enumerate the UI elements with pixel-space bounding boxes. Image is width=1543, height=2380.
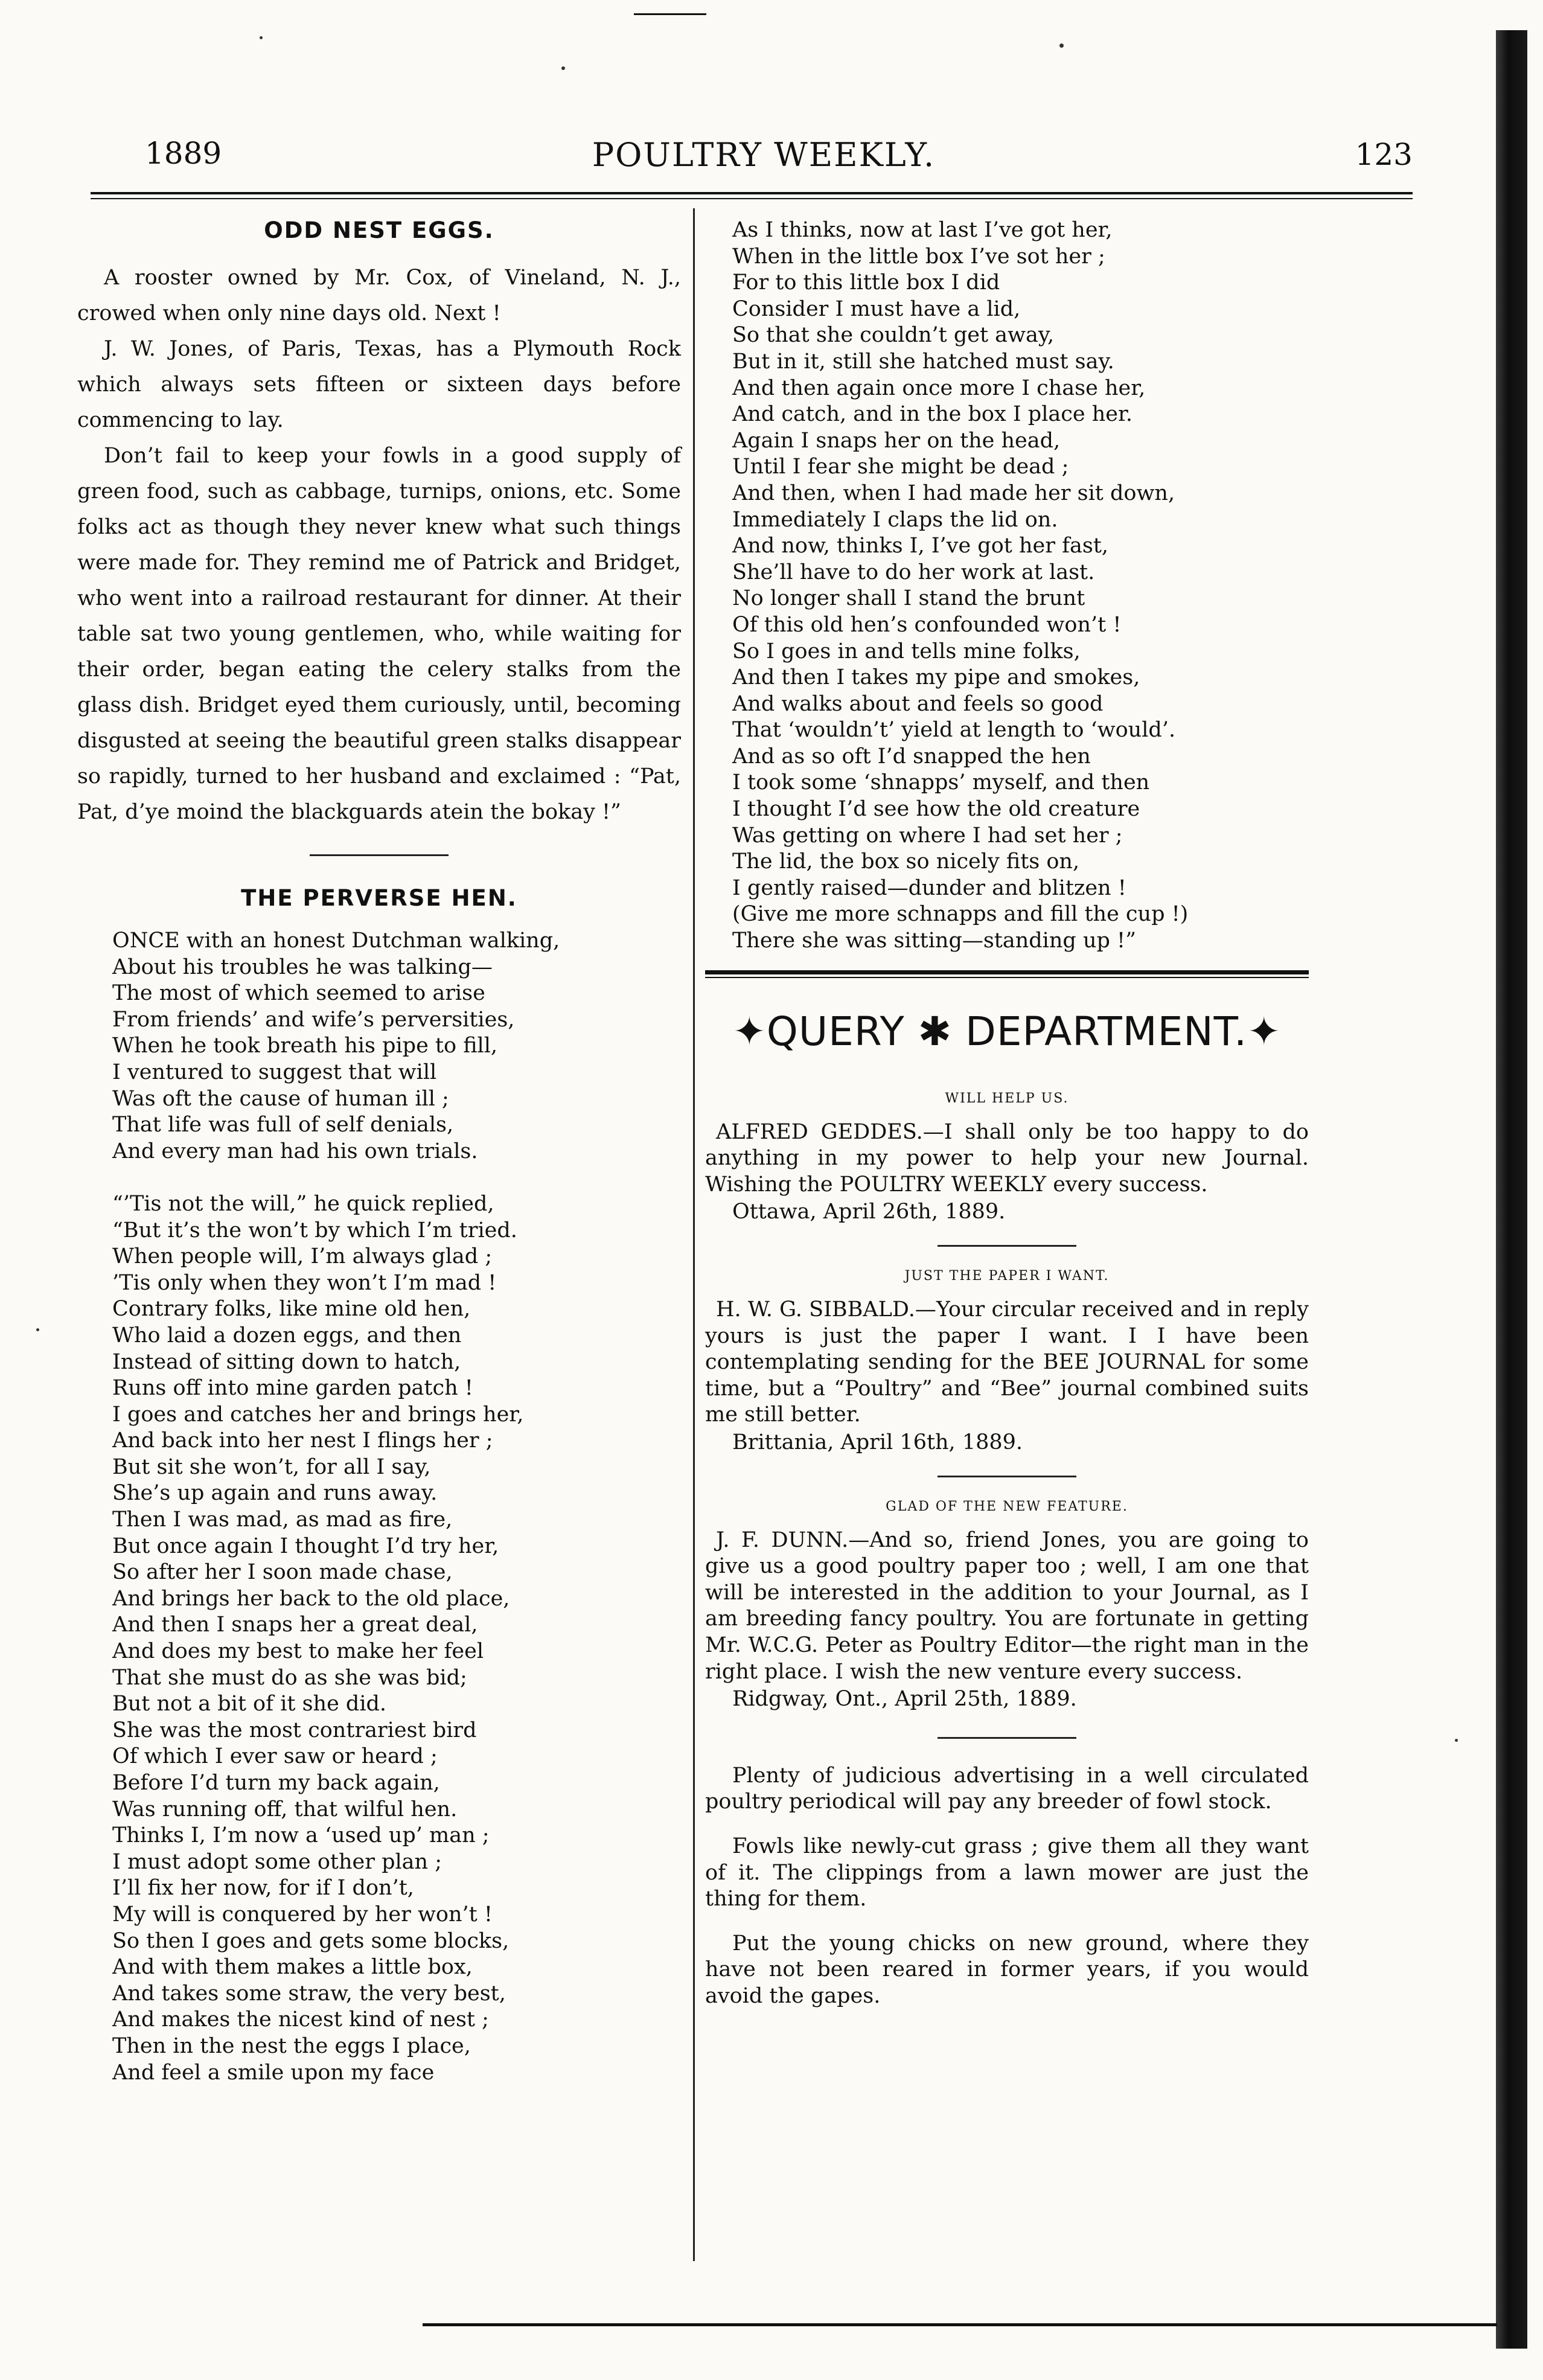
letter-heading: WILL HELP US. xyxy=(945,1090,1069,1106)
notes-separator xyxy=(938,1737,1076,1739)
poem-line: The most of which seemed to arise xyxy=(112,981,485,1006)
poem-line: And with them makes a little box, xyxy=(112,1955,473,1980)
note-paragraph: Plenty of judicious advertising in a well circulated poultry periodical will pay any breeder of fowl stock. xyxy=(705,1763,1309,1814)
poem-line xyxy=(112,1165,681,1191)
top-rule xyxy=(634,13,706,15)
header-rule xyxy=(91,192,1413,194)
letter-heading: GLAD OF THE NEW FEATURE. xyxy=(886,1499,1128,1514)
poem-line: Thinks I, I’m now a ‘used up’ man ; xyxy=(112,1823,490,1848)
poem-line: ONCE with an honest Dutchman walking, xyxy=(112,929,560,953)
scan-speck xyxy=(1059,43,1064,48)
poem-line: And as so oft I’d snapped the hen xyxy=(732,744,1091,769)
scan-speck xyxy=(260,36,263,39)
poem-line: And every man had his own trials. xyxy=(112,1139,478,1163)
poem-line: And does my best to make her feel xyxy=(112,1639,484,1664)
poem-line: And then again once more I chase her, xyxy=(732,376,1146,400)
poem-line: Before I’d turn my back again, xyxy=(112,1771,440,1795)
bottom-rule xyxy=(423,2323,1497,2326)
poem-right xyxy=(705,217,1309,955)
poem-line: As I thinks, now at last I’ve got her, xyxy=(732,218,1113,242)
poem-line: My will is conquered by her won’t ! xyxy=(112,1902,493,1927)
poem-line: Was getting on where I had set her ; xyxy=(732,823,1123,848)
poem-line: She’ll have to do her work at last. xyxy=(732,560,1095,584)
letter-separator xyxy=(938,1245,1076,1247)
poem-line: I ventured to suggest that will xyxy=(112,1060,437,1084)
poem-line: ’Tis only when they won’t I’m mad ! xyxy=(112,1270,497,1295)
poem-line: And back into her nest I flings her ; xyxy=(112,1428,493,1453)
poem-line: And makes the nicest kind of nest ; xyxy=(112,2007,489,2032)
poem-line: And walks about and feels so good xyxy=(732,691,1104,716)
letter-body: H. W. G. SIBBALD.—Your circular received and in reply yours is just the paper I want. I I have been contemplating sending for the BEE JOURNAL for some time, but a “Poultry” and “Bee” journal combined suits me still better. xyxy=(705,1297,1309,1427)
note-paragraph: Fowls like newly-cut grass ; give them all they want of it. The clippings from a lawn mower are just the thing for them. xyxy=(705,1834,1309,1911)
poem-line: About his troubles he was talking— xyxy=(112,955,493,979)
poem-line: Contrary folks, like mine old hen, xyxy=(112,1297,471,1322)
poem-left xyxy=(77,928,681,2086)
odd-nest-eggs-heading: ODD NEST EGGS. xyxy=(264,217,494,243)
poem-line: Then I was mad, as mad as fire, xyxy=(112,1508,453,1532)
poem-line: So I goes in and tells mine folks, xyxy=(732,639,1081,664)
letter-body: ALFRED GEDDES.—I shall only be too happy to do anything in my power to help your new Journal. Wishing the POULTRY WEEKLY every success. xyxy=(705,1119,1309,1197)
department-rule-thin xyxy=(705,977,1309,978)
article-paragraph: J. W. Jones, of Paris, Texas, has a Plymouth Rock which always sets fifteen or sixteen days before commencing to lay. xyxy=(77,337,681,432)
poem-line: “’Tis not the will,” he quick replied, xyxy=(112,1191,494,1216)
poem-line: The lid, the box so nicely fits on, xyxy=(732,849,1080,874)
poem-line: And now, thinks I, I’ve got her fast, xyxy=(732,534,1109,558)
poem-line: She was the most contrariest bird xyxy=(112,1718,477,1742)
scan-speck xyxy=(1455,1739,1458,1742)
poem-line: (Give me more schnapps and fill the cup !) xyxy=(732,902,1189,927)
department-rule-thick xyxy=(705,970,1309,974)
poem-line: Was oft the cause of human ill ; xyxy=(112,1086,449,1111)
poem-line: And feel a smile upon my face xyxy=(112,2060,435,2085)
header-rule-thin xyxy=(91,198,1413,199)
letter-signature: Ridgway, Ont., April 25th, 1889. xyxy=(732,1687,1077,1712)
poem-line: Who laid a dozen eggs, and then xyxy=(112,1323,462,1348)
poem-line: I thought I’d see how the old creature xyxy=(732,797,1140,822)
poem-line: Instead of sitting down to hatch, xyxy=(112,1349,461,1374)
poem-line: And then, when I had made her sit down, xyxy=(732,481,1175,505)
poem-line: No longer shall I stand the brunt xyxy=(732,586,1085,611)
letter-separator xyxy=(938,1476,1076,1477)
letter-heading: JUST THE PAPER I WANT. xyxy=(904,1268,1110,1284)
poem-line: When in the little box I’ve sot her ; xyxy=(732,244,1105,269)
poem-line: Immediately I claps the lid on. xyxy=(732,507,1058,532)
poem-line: “But it’s the won’t by which I’m tried. xyxy=(112,1218,517,1243)
binding-edge xyxy=(1496,30,1527,2349)
poem-line: Until I fear she might be dead ; xyxy=(732,455,1069,479)
poem-line: And catch, and in the box I place her. xyxy=(732,402,1132,427)
poem-line: That ‘wouldn’t’ yield at length to ‘would’. xyxy=(732,718,1176,743)
query-department-title: ✦QUERY ✱ DEPARTMENT.✦ xyxy=(732,1008,1282,1055)
header-page-number: 123 xyxy=(1355,137,1413,172)
poem-line: I must adopt some other plan ; xyxy=(112,1849,442,1874)
poem-line: Of which I ever saw or heard ; xyxy=(112,1744,438,1769)
poem-line: I’ll fix her now, for if I don’t, xyxy=(112,1876,414,1901)
poem-line: I goes and catches her and brings her, xyxy=(112,1402,524,1427)
poem-line: I took some ‘shnapps’ myself, and then xyxy=(732,770,1150,795)
poem-line: That she must do as she was bid; xyxy=(112,1665,467,1690)
perverse-hen-heading: THE PERVERSE HEN. xyxy=(241,885,517,911)
poem-line: For to this little box I did xyxy=(732,270,1000,295)
poem-line: So then I goes and gets some blocks, xyxy=(112,1928,510,1953)
right-column xyxy=(705,217,1309,2027)
scan-speck xyxy=(36,1328,39,1331)
poem-line: Was running off, that wilful hen. xyxy=(112,1797,458,1822)
poem-line: When people will, I’m always glad ; xyxy=(112,1244,493,1269)
poem-line: Again I snaps her on the head, xyxy=(732,428,1061,453)
column-divider xyxy=(693,208,695,2261)
scan-speck xyxy=(561,66,565,70)
letter-signature: Brittania, April 16th, 1889. xyxy=(732,1430,1023,1454)
poem-line: I gently raised—dunder and blitzen ! xyxy=(732,875,1126,900)
left-column xyxy=(77,217,681,2086)
article-paragraph: Don’t fail to keep your fowls in a good supply of green food, such as cabbage, turnips, onions, etc. Some folks act as though they never knew what such things were made for. They remind me of Patrick and Bridget, who went into a railroad restaurant for dinner. At their table sat two young gentlemen, who, while waiting for their order, began eating the celery stalks from the glass dish. Bridget eyed them curiously, until, becoming disgusted at seeing the beautiful green stalks disappear so rapidly, turned to her husband and exclaimed : “Pat, Pat, d’ye moind the blackguards atein the bokay !” xyxy=(77,444,681,824)
header-title: POULTRY WEEKLY. xyxy=(592,136,936,174)
poem-line: But in it, still she hatched must say. xyxy=(732,349,1114,374)
poem-line: But once again I thought I’d try her, xyxy=(112,1534,499,1558)
poem-line: From friends’ and wife’s perversities, xyxy=(112,1007,515,1032)
note-paragraph: Put the young chicks on new ground, where they have not been reared in former years, if you would avoid the gapes. xyxy=(705,1931,1309,2008)
poem-line: She’s up again and runs away. xyxy=(112,1481,438,1506)
poem-line: But sit she won’t, for all I say, xyxy=(112,1454,431,1479)
poem-line: So after her I soon made chase, xyxy=(112,1560,453,1585)
poem-line: And takes some straw, the very best, xyxy=(112,1981,506,2006)
poem-line: That life was full of self denials, xyxy=(112,1113,454,1137)
poem-line: And then I snaps her a great deal, xyxy=(112,1613,478,1637)
poem-line: So that she couldn’t get away, xyxy=(732,323,1055,348)
poem-line: And then I takes my pipe and smokes, xyxy=(732,665,1140,690)
page-header xyxy=(115,130,1413,184)
poem-line: And brings her back to the old place, xyxy=(112,1586,510,1611)
poem-line: But not a bit of it she did. xyxy=(112,1692,387,1716)
article-paragraph: A rooster owned by Mr. Cox, of Vineland, N. J., crowed when only nine days old. Next ! xyxy=(77,266,681,325)
poem-line: There she was sitting—standing up !” xyxy=(732,929,1136,953)
poem-line: Runs off into mine garden patch ! xyxy=(112,1376,473,1401)
header-year: 1889 xyxy=(145,136,222,171)
letter-signature: Ottawa, April 26th, 1889. xyxy=(732,1200,1006,1224)
poem-line: Of this old hen’s confounded won’t ! xyxy=(732,612,1122,637)
poem-line: When he took breath his pipe to fill, xyxy=(112,1034,498,1058)
poem-line: Consider I must have a lid, xyxy=(732,296,1021,321)
section-separator xyxy=(310,854,449,856)
poem-line: Then in the nest the eggs I place, xyxy=(112,2033,471,2058)
letter-body: J. F. DUNN.—And so, friend Jones, you are going to give us a good poultry paper too ; well, I am one that will be interested in the addition to your Journal, as I am breeding fancy poultry. You are fortunate in getting Mr. W.C.G. Peter as Poultry Editor—the right man in the right place. I wish the new venture every success. xyxy=(705,1527,1309,1684)
